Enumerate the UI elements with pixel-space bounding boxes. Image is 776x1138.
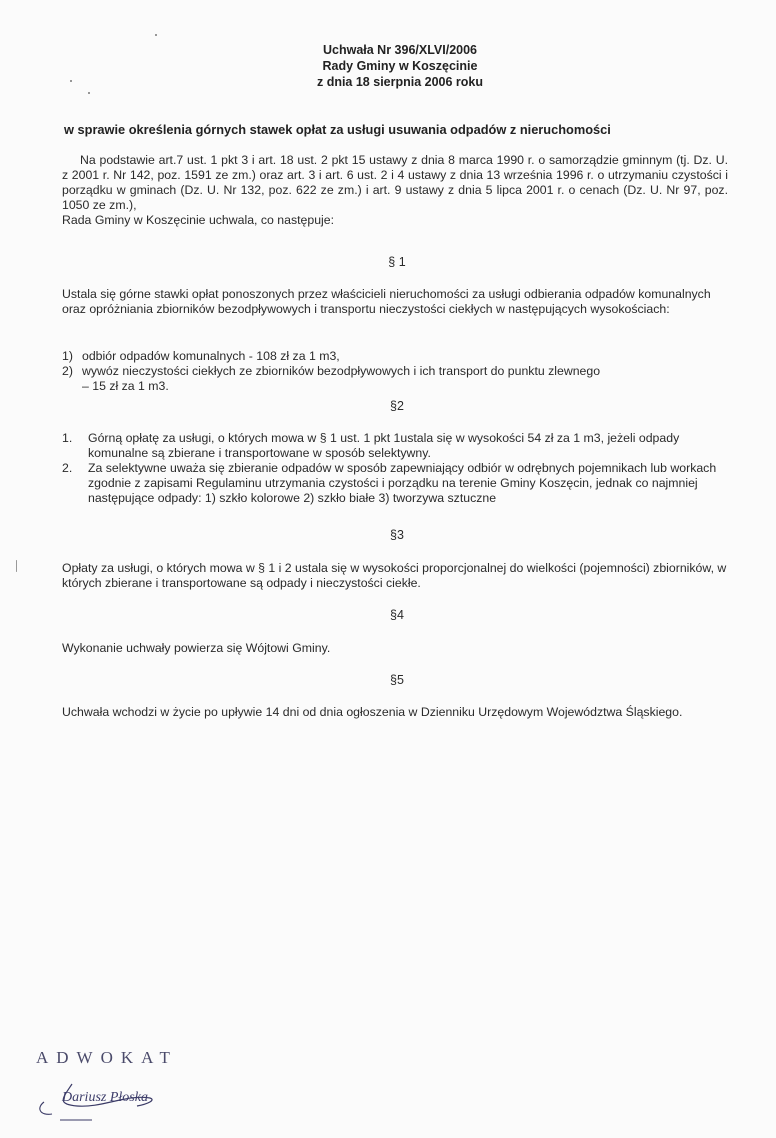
resolution-date: z dnia 18 sierpnia 2006 roku: [316, 75, 484, 89]
list-item-text: wywóz nieczystości ciekłych ze zbiorników bezodpływowych i ich transport do punktu zlewnego – 15 zł za 1 m3.: [82, 364, 601, 393]
list-item: [62, 349, 730, 364]
resolution-header: [0, 42, 776, 90]
scan-speck: [155, 34, 157, 36]
section-5-text: Uchwała wchodzi w życie po upływie 14 dni od dnia ogłoszenia w Dzienniku Urzędowym Województwa Śląskiego.: [62, 705, 683, 719]
list-item-number: 1.: [62, 431, 73, 445]
resolution-statement: Rada Gminy w Koszęcinie uchwala, co następuje:: [62, 213, 335, 227]
scan-speck: [88, 92, 90, 94]
list-item-number: 2): [62, 364, 73, 378]
scan-speck: [70, 80, 72, 82]
section-1-list: [62, 349, 730, 394]
advocate-stamp: [32, 1044, 232, 1124]
preamble: [62, 153, 728, 228]
resolution-subject: w sprawie określenia górnych stawek opłat za usługi usuwania odpadów z nieruchomości: [64, 122, 611, 137]
list-item-text: odbiór odpadów komunalnych - 108 zł za 1 m3,: [82, 349, 340, 363]
section-3-mark: §3: [390, 528, 404, 542]
section-4-mark: §4: [390, 608, 404, 622]
section-2-mark: §2: [390, 399, 404, 413]
legal-basis-paragraph: Na podstawie art.7 ust. 1 pkt 3 i art. 18 ust. 2 pkt 15 ustawy z dnia 8 marca 1990 r. o samorządzie gminnym (tj. Dz. U. z 2001 r. Nr 142, poz. 1591 ze zm.) oraz art. 3 i art. 6 ust. 2 i 4 ustawy z dnia 13 września 1996 r. o utrzymaniu czystości i porządku w gminach (Dz. U. Nr 132, poz. 622 ze zm.) i art. 9 ustawy z dnia 5 lipca 2001 r. o cenach (Dz. U. Nr 97, poz. 1050 ze zm.),: [62, 153, 728, 212]
signature-scribble-icon: [32, 1044, 232, 1124]
section-5-mark: §5: [390, 673, 404, 687]
stamp-name: Dariusz Płoska: [62, 1090, 148, 1105]
section-3-text: Opłaty za usługi, o których mowa w § 1 i 2 ustala się w wysokości proporcjonalnej do wielkości (pojemności) zbiorników, w których zbierane i transportowane są odpady i nieczystości ciekłe.: [62, 561, 727, 590]
list-item: [62, 431, 730, 461]
list-item-number: 2.: [62, 461, 73, 475]
list-item-number: 1): [62, 349, 73, 363]
section-2-list: [62, 431, 730, 506]
scan-speck: [16, 560, 17, 572]
list-item-text: Górną opłatę za usługi, o których mowa w § 1 ust. 1 pkt 1ustala się w wysokości 54 zł za 1 m3, jeżeli odpady komunalne są zbierane i transportowane w sposób selektywny.: [88, 431, 680, 460]
section-4-text: Wykonanie uchwały powierza się Wójtowi Gminy.: [62, 641, 331, 655]
section-1-intro: Ustala się górne stawki opłat ponoszonych przez właścicieli nieruchomości za usługi odbierania odpadów komunalnych oraz opróżniania zbiorników bezodpływowych i transportu nieczystości ciekłych w następujących wysokościach:: [62, 287, 711, 316]
list-item-text: Za selektywne uważa się zbieranie odpadów w sposób zapewniający odbiór w odrębnych pojemnikach lub workach zgodnie z zapisami Regulaminu utrzymania czystości i porządku na terenie Gminy Koszęcin, jednak co najmniej następujące odpady: 1) szkło kolorowe 2) szkło białe 3) tworzywa sztuczne: [88, 461, 717, 505]
section-1-mark: § 1: [388, 255, 406, 269]
list-item: [62, 364, 730, 394]
council-name: Rady Gminy w Koszęcinie: [322, 59, 478, 73]
list-item: [62, 461, 730, 506]
resolution-number: Uchwała Nr 396/XLVI/2006: [322, 43, 478, 57]
stamp-title: ADWOKAT: [36, 1048, 178, 1067]
